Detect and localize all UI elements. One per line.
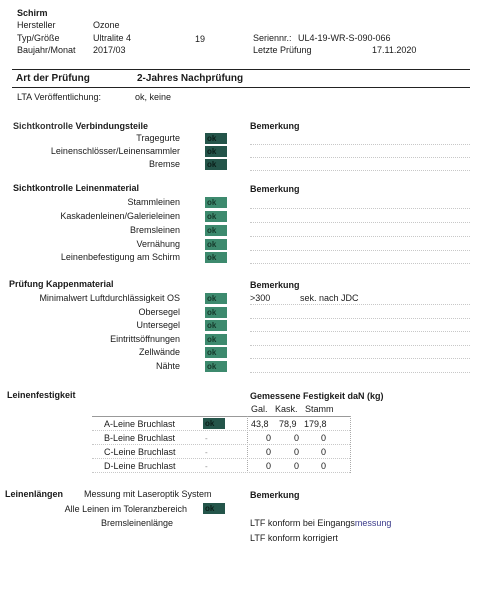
col-stamm: Stamm — [305, 404, 334, 414]
row-d-label: D-Leine Bruchlast — [104, 461, 176, 471]
row-d-kask: 0 — [294, 461, 300, 471]
lta-label: LTA Veröffentlichung: — [17, 92, 102, 102]
item-untersegel: Untersegel — [136, 320, 180, 330]
hersteller-label: Hersteller — [17, 20, 56, 30]
remark-line — [250, 236, 470, 237]
item-obersegel: Obersegel — [138, 307, 180, 317]
table-line — [92, 472, 350, 473]
remark-eingangsmessung-a: LTF konform bei Eingangs — [250, 518, 355, 528]
remark-line — [250, 263, 470, 264]
serien-label: Seriennr.: — [253, 33, 292, 43]
divider-bottom — [12, 87, 470, 88]
row-a-gal: 43,8 — [251, 419, 269, 429]
row-b-stamm: 0 — [321, 433, 327, 443]
remark-line — [250, 304, 470, 305]
status-ok-bremse: ok — [205, 159, 227, 170]
item-stammleinen: Stammleinen — [127, 197, 180, 207]
status-ok-naehte: ok — [205, 361, 227, 372]
row-c-stamm: 0 — [321, 447, 327, 457]
col-kask: Kask. — [275, 404, 298, 414]
typ-label: Typ/Größe — [17, 33, 60, 43]
size-value: 19 — [195, 34, 206, 44]
item-vernaehung: Vernähung — [136, 239, 180, 249]
item-luftdurchlaessigkeit: Minimalwert Luftdurchlässigkeit OS — [39, 293, 180, 303]
remark-eingangsmessung — [250, 518, 391, 528]
row-a-status: ok — [203, 418, 225, 429]
status-ok-obersegel: ok — [205, 307, 227, 318]
serien-value: UL4-19-WR-S-090-066 — [298, 33, 391, 43]
table-line — [92, 458, 350, 459]
item-toleranzbereich: Alle Leinen im Toleranzbereich — [64, 504, 187, 514]
status-ok-leinenbefestigung: ok — [205, 252, 227, 263]
row-c-gal: 0 — [266, 447, 272, 457]
bemerkung-kappenmaterial: Bemerkung — [250, 280, 300, 290]
remark-line — [250, 318, 470, 319]
status-ok-vernaehung: ok — [205, 239, 227, 250]
table-line — [92, 416, 350, 417]
table-line — [92, 430, 350, 431]
row-c-label: C-Leine Bruchlast — [104, 447, 176, 457]
baujahr-label: Baujahr/Monat — [17, 45, 76, 55]
status-ok-zellwaende: ok — [205, 347, 227, 358]
item-tragegurte: Tragegurte — [136, 133, 180, 143]
letzte-pruefung-value: 17.11.2020 — [372, 45, 417, 55]
remark-line — [250, 144, 470, 145]
remark-line — [250, 331, 470, 332]
art-label: Art der Prüfung — [16, 73, 90, 84]
art-value: 2-Jahres Nachprüfung — [137, 73, 244, 84]
bemerkung-verbindungsteile: Bemerkung — [250, 121, 300, 131]
row-c-status: - — [205, 448, 208, 457]
hersteller-value: Ozone — [93, 20, 120, 30]
remark-line — [250, 358, 470, 359]
status-ok-kaskadenleinen: ok — [205, 211, 227, 222]
bemerkung-leinenmaterial: Bemerkung — [250, 184, 300, 194]
remark-line — [250, 157, 470, 158]
remark-line — [250, 170, 470, 171]
row-b-status: - — [205, 434, 208, 443]
luft-value: >300 — [250, 293, 271, 303]
lta-value: ok, keine — [135, 92, 172, 102]
status-ok-untersegel: ok — [205, 320, 227, 331]
row-b-gal: 0 — [266, 433, 272, 443]
item-naehte: Nähte — [155, 361, 180, 371]
remark-line — [250, 208, 470, 209]
table-divider — [350, 416, 351, 473]
row-d-stamm: 0 — [321, 461, 327, 471]
row-d-status: - — [205, 462, 208, 471]
baujahr-value: 2017/03 — [93, 45, 126, 55]
remark-line — [250, 372, 470, 373]
row-b-kask: 0 — [294, 433, 300, 443]
verbindungsteile-title-plain: Sichtkontrolle — [13, 121, 76, 131]
status-ok-leinenschloesser: ok — [205, 146, 227, 157]
remark-line — [250, 250, 470, 251]
item-eintrittsoeffnungen: Eintrittsöffnungen — [110, 334, 180, 344]
divider-top — [12, 69, 470, 70]
section-title-schirm: Schirm — [17, 8, 48, 18]
section-title-leinenmaterial: Sichtkontrolle Leinenmaterial — [13, 183, 140, 193]
row-a-stamm: 179,8 — [304, 419, 327, 429]
status-ok-stammleinen: ok — [205, 197, 227, 208]
section-title-verbindungsteile — [13, 121, 148, 131]
row-a-kask: 78,9 — [279, 419, 297, 429]
status-ok-bremsleinen: ok — [205, 225, 227, 236]
typ-value: Ultralite 4 — [93, 33, 132, 43]
remark-korrigiert: LTF konform korrigiert — [250, 533, 338, 543]
item-leinenbefestigung: Leinenbefestigung am Schirm — [60, 252, 180, 262]
status-ok-toleranzbereich: ok — [203, 503, 225, 514]
remark-line — [250, 345, 470, 346]
col-gal: Gal. — [251, 404, 268, 414]
remark-eingangsmessung-b: messung — [354, 518, 392, 528]
remark-line — [250, 222, 470, 223]
section-title-leinenlaengen: Leinenlängen — [5, 489, 64, 499]
row-d-gal: 0 — [266, 461, 272, 471]
status-ok-luftdurchlaessigkeit: ok — [205, 293, 227, 304]
luft-unit: sek. nach JDC — [300, 293, 359, 303]
table-line — [92, 444, 350, 445]
status-ok-tragegurte: ok — [205, 133, 227, 144]
letzte-pruefung-label: Letzte Prüfung — [253, 45, 312, 55]
status-ok-eintrittsoeffnungen: ok — [205, 334, 227, 345]
section-title-kappenmaterial: Prüfung Kappenmaterial — [9, 279, 114, 289]
item-bremsleinenlaenge: Bremsleinenlänge — [100, 518, 173, 528]
row-b-label: B-Leine Bruchlast — [104, 433, 176, 443]
verbindungsteile-title-bold: Verbindungsteile — [75, 121, 149, 131]
item-kaskadenleinen: Kaskadenleinen/Galerieleinen — [60, 211, 180, 221]
row-a-label: A-Leine Bruchlast — [104, 419, 176, 429]
section-title-leinenfestigkeit: Leinenfestigkeit — [7, 390, 76, 400]
row-c-kask: 0 — [294, 447, 300, 457]
item-bremsleinen: Bremsleinen — [129, 225, 180, 235]
item-leinenschloesser: Leinenschlösser/Leinensammler — [50, 146, 180, 156]
laengen-method: Messung mit Laseroptik System — [84, 489, 212, 499]
measured-title: Gemessene Festigkeit daN (kg) — [250, 391, 384, 401]
bemerkung-laengen: Bemerkung — [250, 490, 300, 500]
item-zellwaende: Zellwände — [138, 347, 180, 357]
item-bremse: Bremse — [148, 159, 180, 169]
